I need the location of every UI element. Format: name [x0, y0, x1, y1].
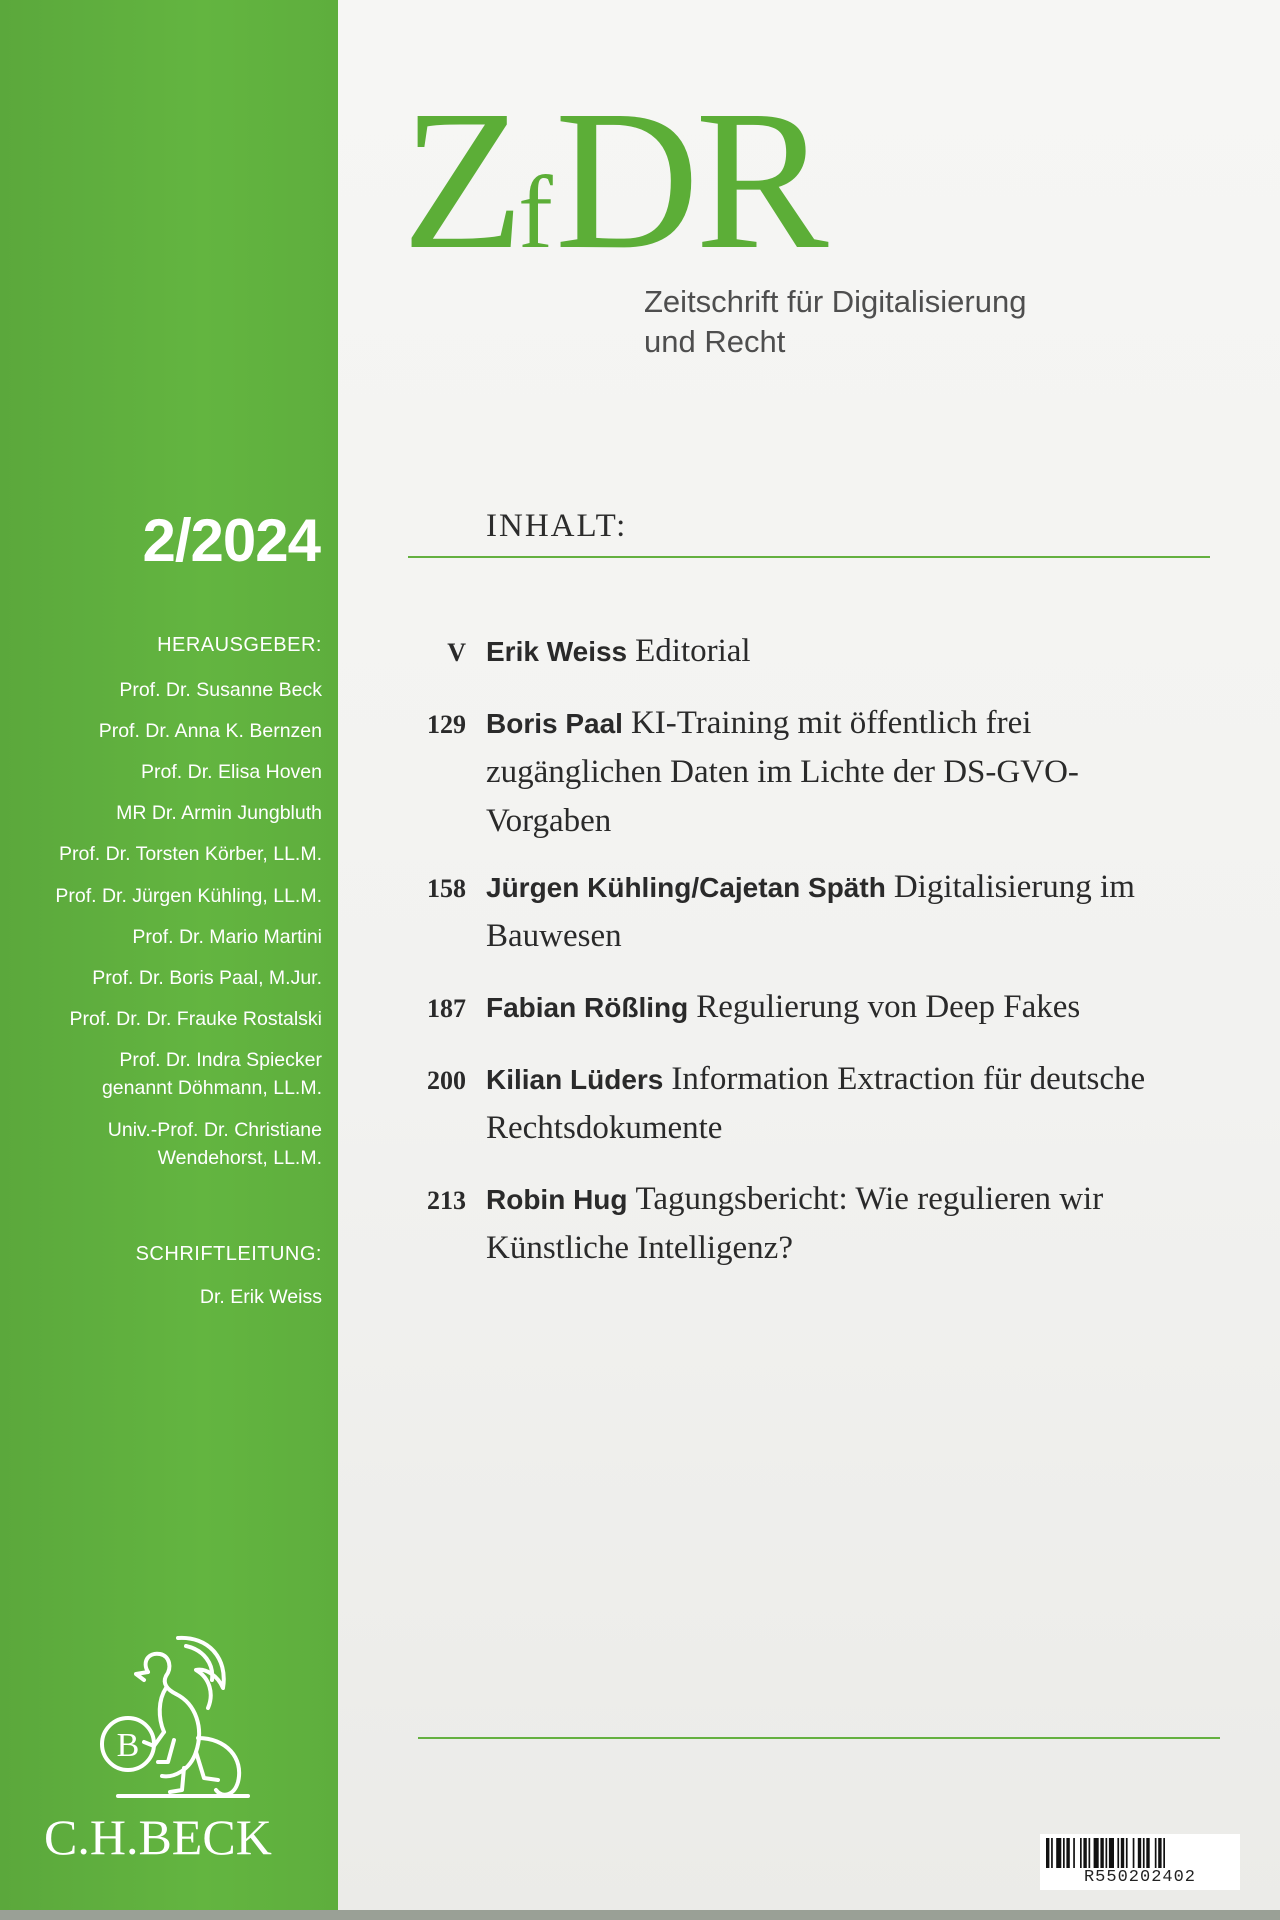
schriftleitung-name: Dr. Erik Weiss	[199, 1286, 322, 1308]
toc-page-number: V	[447, 638, 466, 667]
contents-heading: INHALT:	[486, 508, 628, 544]
editor-name: Univ.-Prof. Dr. Christiane	[107, 1119, 322, 1141]
emblem-letter: B	[116, 1727, 140, 1764]
toc-title: Information Extraction für deutsche Rechtsdokumente	[486, 1061, 1146, 1146]
barcode-bars-icon	[1044, 1838, 1236, 1868]
logo-f: f	[518, 155, 553, 270]
barcode-number: R550202402	[1083, 1868, 1197, 1887]
journal-subtitle	[644, 282, 1164, 362]
toc-entry	[486, 626, 1146, 675]
toc-title: KI-Training mit öffentlich frei zugänglichen Daten im Lichte der DS-GVO-Vorgaben	[486, 705, 1079, 839]
toc-author: Jürgen Kühling/Cajetan Späth	[486, 872, 886, 903]
publisher-name: C.H.BECK	[44, 1809, 272, 1865]
editor-name: Prof. Dr. Boris Paal, M.Jur.	[92, 967, 322, 989]
toc-page-number: 187	[427, 994, 466, 1023]
toc-title: Digitalisierung im Bauwesen	[486, 869, 1135, 954]
contents-bottom-rule	[418, 1737, 1220, 1739]
editor-name: Prof. Dr. Dr. Frauke Rostalski	[69, 1008, 322, 1030]
barcode	[1040, 1834, 1240, 1890]
toc-page-number: 213	[427, 1186, 466, 1215]
toc-page-number: 129	[427, 710, 466, 739]
toc-author: Boris Paal	[486, 708, 623, 739]
toc-page-number: 200	[427, 1066, 466, 1095]
toc-page-number: 158	[427, 874, 466, 903]
herausgeber-label: HERAUSGEBER:	[157, 634, 322, 656]
toc-author: Kilian Lüders	[486, 1064, 664, 1095]
editor-name: Prof. Dr. Elisa Hoven	[141, 761, 322, 783]
toc-title: Regulierung von Deep Fakes	[696, 989, 1081, 1025]
griffin-emblem-icon	[78, 1628, 268, 1808]
journal-logo	[402, 70, 825, 291]
toc-entry	[486, 982, 1146, 1031]
contents-top-rule	[408, 556, 1210, 558]
toc-author: Fabian Rößling	[486, 992, 689, 1023]
editor-name: Prof. Dr. Anna K. Bernzen	[98, 720, 322, 742]
editor-name: Prof. Dr. Mario Martini	[132, 926, 322, 948]
schriftleitung-label: SCHRIFTLEITUNG:	[135, 1243, 322, 1265]
toc-entry	[486, 1174, 1146, 1272]
editor-name: Prof. Dr. Susanne Beck	[119, 679, 322, 701]
logo-dr: DR	[554, 70, 825, 291]
toc-author: Robin Hug	[486, 1184, 628, 1215]
editor-name: MR Dr. Armin Jungbluth	[116, 802, 322, 824]
logo-z: Z	[402, 70, 521, 291]
toc-author: Erik Weiss	[486, 636, 628, 667]
subtitle-line-1: Zeitschrift für Digitalisierung	[644, 284, 1027, 319]
editor-name: Wendehorst, LL.M.	[157, 1147, 322, 1169]
toc-title: Editorial	[635, 633, 751, 669]
toc-entry	[486, 1054, 1146, 1152]
cover-bottom-edge	[0, 1910, 1280, 1920]
toc-entry	[486, 698, 1146, 845]
editor-name: Prof. Dr. Torsten Körber, LL.M.	[58, 843, 322, 865]
editor-name: Prof. Dr. Jürgen Kühling, LL.M.	[55, 885, 322, 907]
toc-entry	[486, 862, 1146, 960]
issue-number: 2/2024	[142, 507, 320, 574]
subtitle-line-2: und Recht	[644, 324, 786, 359]
editor-name: Prof. Dr. Indra Spiecker	[119, 1049, 322, 1071]
toc-title: Tagungsbericht: Wie regulieren wir Künstliche Intelligenz?	[486, 1181, 1104, 1266]
editor-name: genannt Döhmann, LL.M.	[101, 1077, 322, 1099]
